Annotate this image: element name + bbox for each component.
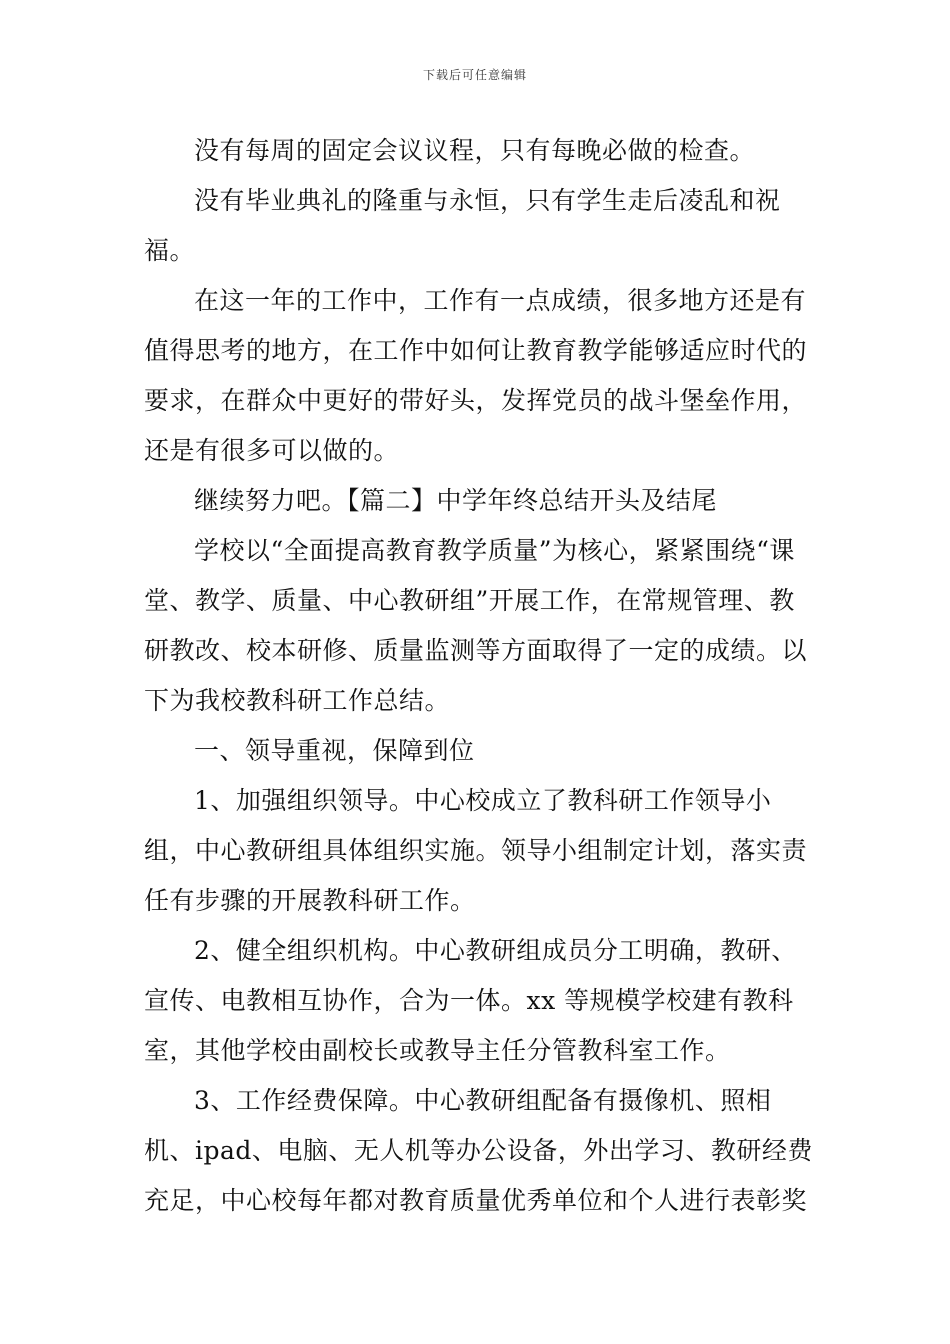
- paragraph-9: 3、工作经费保障。中心教研组配备有摄像机、照相机、ipad、电脑、无人机等办公设备，外出学习、教研经费充足，中心校每年都对教育质量优秀单位和个人进行表彰奖: [144, 1086, 813, 1215]
- document-body: [144, 126, 816, 1226]
- paragraph-7: 1、加强组织领导。中心校成立了教科研工作领导小组，中心教研组具体组织实施。领导小组制定计划，落实责任有步骤的开展教科研工作。: [144, 786, 808, 915]
- page-header-note: 下载后可任意编辑: [422, 68, 527, 82]
- paragraph-3: 在这一年的工作中，工作有一点成绩，很多地方还是有值得思考的地方，在工作中如何让教育教学能够适应时代的要求，在群众中更好的带好头，发挥党员的战斗堡垒作用，还是有很多可以做的。: [144, 286, 808, 465]
- paragraph-4: 继续努力吧。【篇二】中学年终总结开头及结尾: [194, 486, 718, 515]
- paragraph-2: 没有毕业典礼的隆重与永恒，只有学生走后凌乱和祝福。: [144, 186, 781, 265]
- paragraph-5: 学校以“全面提高教育教学质量”为核心，紧紧围绕“课堂、教学、质量、中心教研组”开展工作，在常规管理、教研教改、校本研修、质量监测等方面取得了一定的成绩。以下为我校教科研工作总结。: [144, 536, 808, 715]
- paragraph-1: 没有每周的固定会议议程，只有每晚必做的检查。: [194, 136, 756, 165]
- section-heading-1: 一、领导重视，保障到位: [194, 736, 475, 765]
- paragraph-8: 2、健全组织机构。中心教研组成员分工明确，教研、宣传、电教相互协作，合为一体。xx 等规模学校建有教科室，其他学校由副校长或教导主任分管教科室工作。: [144, 936, 797, 1065]
